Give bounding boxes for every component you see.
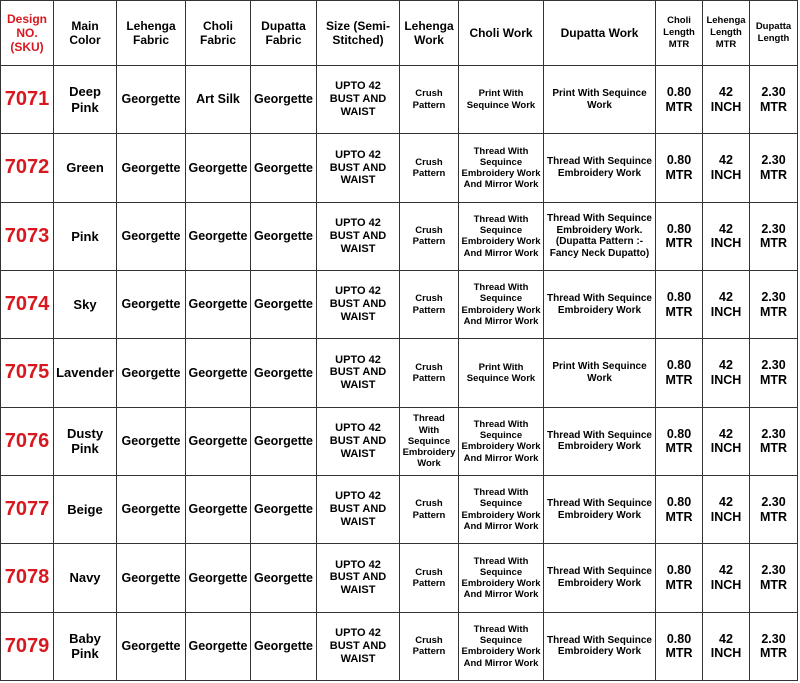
lehenga-work-cell: Thread With Sequince Embroidery Work: [400, 407, 459, 475]
header-choli-length: Choli Length MTR: [656, 1, 703, 66]
header-lehenga-length: Lehenga Length MTR: [703, 1, 750, 66]
lehenga-length-cell: 42 INCH: [703, 339, 750, 407]
choli-length-cell: 0.80 MTR: [656, 202, 703, 270]
choli-fabric-cell: Georgette: [186, 339, 251, 407]
table-row: [1, 407, 798, 475]
color-cell: Baby Pink: [54, 612, 117, 680]
lehenga-fabric-cell: Georgette: [117, 612, 186, 680]
dupatta-work-cell: Thread With Sequince Embroidery Work: [544, 407, 656, 475]
lehenga-length-cell: 42 INCH: [703, 66, 750, 134]
dupatta-length-cell: 2.30 MTR: [750, 407, 798, 475]
color-cell: Deep Pink: [54, 66, 117, 134]
lehenga-fabric-cell: Georgette: [117, 407, 186, 475]
size-cell: UPTO 42 BUST AND WAIST: [317, 134, 400, 202]
dupatta-length-cell: 2.30 MTR: [750, 475, 798, 543]
color-cell: Beige: [54, 475, 117, 543]
header-lehenga-fabric: Lehenga Fabric: [117, 1, 186, 66]
choli-work-cell: Thread With Sequince Embroidery Work And Mirror Work: [459, 612, 544, 680]
dupatta-work-cell: Print With Sequince Work: [544, 339, 656, 407]
dupatta-work-cell: Thread With Sequince Embroidery Work: [544, 544, 656, 612]
sku-cell: 7078: [1, 544, 54, 612]
lehenga-length-cell: 42 INCH: [703, 475, 750, 543]
lehenga-length-cell: 42 INCH: [703, 270, 750, 338]
choli-length-cell: 0.80 MTR: [656, 134, 703, 202]
lehenga-length-cell: 42 INCH: [703, 134, 750, 202]
lehenga-work-cell: Crush Pattern: [400, 475, 459, 543]
dupatta-length-cell: 2.30 MTR: [750, 544, 798, 612]
choli-work-cell: Thread With Sequince Embroidery Work And Mirror Work: [459, 407, 544, 475]
choli-fabric-cell: Georgette: [186, 544, 251, 612]
dupatta-fabric-cell: Georgette: [251, 134, 317, 202]
header-lehenga-work: Lehenga Work: [400, 1, 459, 66]
choli-fabric-cell: Art Silk: [186, 66, 251, 134]
lehenga-work-cell: Crush Pattern: [400, 612, 459, 680]
size-cell: UPTO 42 BUST AND WAIST: [317, 66, 400, 134]
choli-work-cell: Thread With Sequince Embroidery Work And Mirror Work: [459, 134, 544, 202]
choli-work-cell: Thread With Sequince Embroidery Work And Mirror Work: [459, 475, 544, 543]
sku-cell: 7079: [1, 612, 54, 680]
choli-fabric-cell: Georgette: [186, 612, 251, 680]
color-cell: Navy: [54, 544, 117, 612]
size-cell: UPTO 42 BUST AND WAIST: [317, 202, 400, 270]
size-cell: UPTO 42 BUST AND WAIST: [317, 544, 400, 612]
choli-fabric-cell: Georgette: [186, 202, 251, 270]
dupatta-fabric-cell: Georgette: [251, 339, 317, 407]
lehenga-fabric-cell: Georgette: [117, 66, 186, 134]
table-row: [1, 339, 798, 407]
header-row: [1, 1, 798, 66]
sku-cell: 7072: [1, 134, 54, 202]
lehenga-length-cell: 42 INCH: [703, 202, 750, 270]
table-row: [1, 544, 798, 612]
choli-length-cell: 0.80 MTR: [656, 544, 703, 612]
lehenga-length-cell: 42 INCH: [703, 407, 750, 475]
color-cell: Lavender: [54, 339, 117, 407]
dupatta-work-cell: Thread With Sequince Embroidery Work: [544, 612, 656, 680]
size-cell: UPTO 42 BUST AND WAIST: [317, 407, 400, 475]
choli-length-cell: 0.80 MTR: [656, 66, 703, 134]
choli-length-cell: 0.80 MTR: [656, 612, 703, 680]
dupatta-work-cell: Thread With Sequince Embroidery Work: [544, 270, 656, 338]
choli-work-cell: Print With Sequince Work: [459, 339, 544, 407]
choli-work-cell: Print With Sequince Work: [459, 66, 544, 134]
table-row: [1, 612, 798, 680]
size-cell: UPTO 42 BUST AND WAIST: [317, 270, 400, 338]
lehenga-fabric-cell: Georgette: [117, 475, 186, 543]
lehenga-work-cell: Crush Pattern: [400, 544, 459, 612]
lehenga-fabric-cell: Georgette: [117, 202, 186, 270]
choli-length-cell: 0.80 MTR: [656, 339, 703, 407]
header-choli-fabric: Choli Fabric: [186, 1, 251, 66]
choli-length-cell: 0.80 MTR: [656, 475, 703, 543]
choli-fabric-cell: Georgette: [186, 475, 251, 543]
header-dupatta-work: Dupatta Work: [544, 1, 656, 66]
table-row: [1, 475, 798, 543]
lehenga-work-cell: Crush Pattern: [400, 339, 459, 407]
dupatta-length-cell: 2.30 MTR: [750, 134, 798, 202]
dupatta-fabric-cell: Georgette: [251, 544, 317, 612]
dupatta-fabric-cell: Georgette: [251, 612, 317, 680]
choli-work-cell: Thread With Sequince Embroidery Work And Mirror Work: [459, 270, 544, 338]
choli-work-cell: Thread With Sequince Embroidery Work And Mirror Work: [459, 202, 544, 270]
sku-cell: 7075: [1, 339, 54, 407]
header-main-color: Main Color: [54, 1, 117, 66]
dupatta-fabric-cell: Georgette: [251, 66, 317, 134]
dupatta-work-cell: Thread With Sequince Embroidery Work: [544, 134, 656, 202]
table-row: [1, 270, 798, 338]
lehenga-work-cell: Crush Pattern: [400, 202, 459, 270]
sku-cell: 7074: [1, 270, 54, 338]
sku-cell: 7073: [1, 202, 54, 270]
color-cell: Sky: [54, 270, 117, 338]
header-dupatta-fabric: Dupatta Fabric: [251, 1, 317, 66]
dupatta-work-cell: Print With Sequince Work: [544, 66, 656, 134]
lehenga-fabric-cell: Georgette: [117, 134, 186, 202]
color-cell: Green: [54, 134, 117, 202]
dupatta-length-cell: 2.30 MTR: [750, 202, 798, 270]
lehenga-length-cell: 42 INCH: [703, 612, 750, 680]
header-size: Size (Semi-Stitched): [317, 1, 400, 66]
lehenga-work-cell: Crush Pattern: [400, 134, 459, 202]
color-cell: Pink: [54, 202, 117, 270]
table-row: [1, 66, 798, 134]
dupatta-fabric-cell: Georgette: [251, 270, 317, 338]
choli-length-cell: 0.80 MTR: [656, 407, 703, 475]
lehenga-work-cell: Crush Pattern: [400, 66, 459, 134]
dupatta-length-cell: 2.30 MTR: [750, 66, 798, 134]
lehenga-length-cell: 42 INCH: [703, 544, 750, 612]
color-cell: Dusty Pink: [54, 407, 117, 475]
dupatta-fabric-cell: Georgette: [251, 475, 317, 543]
choli-work-cell: Thread With Sequince Embroidery Work And Mirror Work: [459, 544, 544, 612]
choli-fabric-cell: Georgette: [186, 407, 251, 475]
dupatta-fabric-cell: Georgette: [251, 407, 317, 475]
dupatta-work-cell: Thread With Sequince Embroidery Work: [544, 475, 656, 543]
size-cell: UPTO 42 BUST AND WAIST: [317, 475, 400, 543]
header-dupatta-length: Dupatta Length: [750, 1, 798, 66]
dupatta-length-cell: 2.30 MTR: [750, 339, 798, 407]
lehenga-fabric-cell: Georgette: [117, 339, 186, 407]
lehenga-work-cell: Crush Pattern: [400, 270, 459, 338]
lehenga-fabric-cell: Georgette: [117, 270, 186, 338]
choli-length-cell: 0.80 MTR: [656, 270, 703, 338]
dupatta-length-cell: 2.30 MTR: [750, 270, 798, 338]
sku-cell: 7076: [1, 407, 54, 475]
lehenga-fabric-cell: Georgette: [117, 544, 186, 612]
dupatta-length-cell: 2.30 MTR: [750, 612, 798, 680]
table-row: [1, 202, 798, 270]
sku-cell: 7071: [1, 66, 54, 134]
dupatta-fabric-cell: Georgette: [251, 202, 317, 270]
dupatta-work-cell: Thread With Sequince Embroidery Work. (Dupatta Pattern :- Fancy Neck Dupatto): [544, 202, 656, 270]
choli-fabric-cell: Georgette: [186, 134, 251, 202]
header-choli-work: Choli Work: [459, 1, 544, 66]
size-cell: UPTO 42 BUST AND WAIST: [317, 339, 400, 407]
sku-cell: 7077: [1, 475, 54, 543]
size-cell: UPTO 42 BUST AND WAIST: [317, 612, 400, 680]
table-row: [1, 134, 798, 202]
header-sku: Design NO. (SKU): [1, 1, 54, 66]
choli-fabric-cell: Georgette: [186, 270, 251, 338]
